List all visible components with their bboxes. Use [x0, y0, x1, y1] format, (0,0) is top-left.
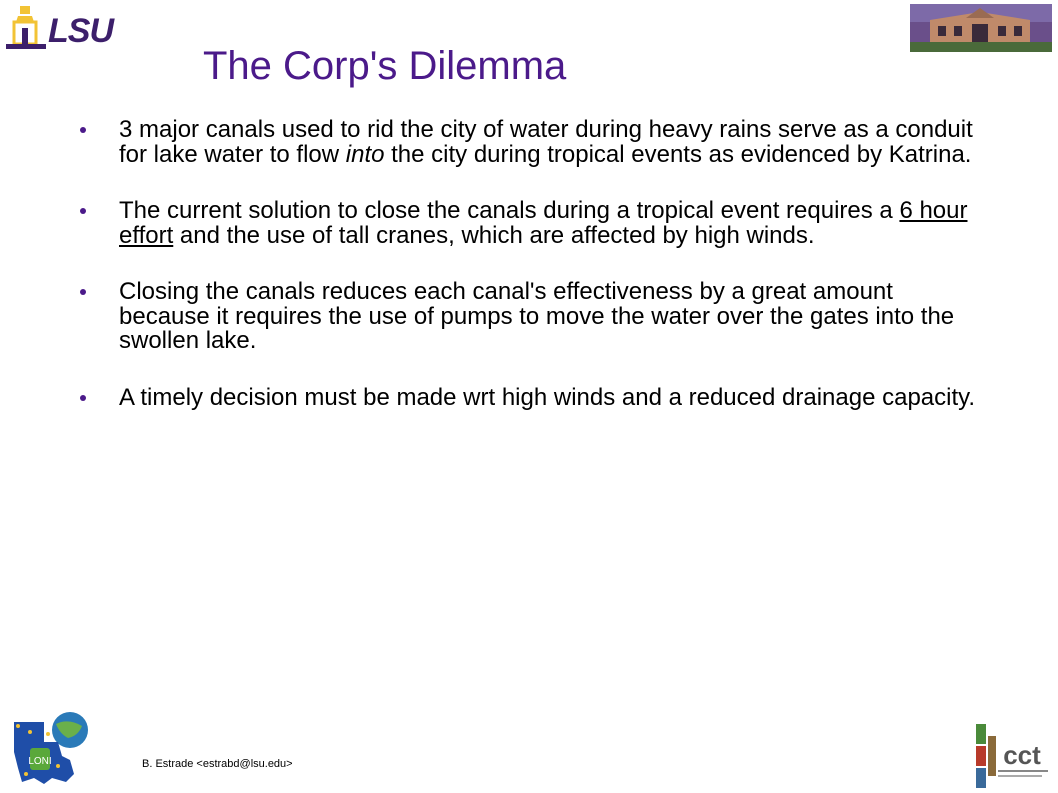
svg-text:LONI: LONI — [28, 756, 52, 767]
bullet-list — [80, 118, 980, 442]
bullet-item — [80, 199, 980, 248]
footer-author: B. Estrade <estrabd@lsu.edu> — [142, 758, 293, 770]
tower-icon — [4, 4, 48, 50]
building-photo — [910, 4, 1052, 52]
bullet-text: 3 major canals used to rid the city of water during heavy rains serve as a conduit for lake water to flow — [119, 116, 973, 168]
lsu-logo — [4, 4, 124, 50]
bullet-dot — [80, 208, 86, 214]
svg-text:cct: cct — [1003, 740, 1041, 770]
bullet-item — [80, 383, 980, 411]
bullet-text: A timely decision must be made wrt high winds and a reduced drainage capacity. — [119, 383, 976, 411]
cct-logo-icon — [974, 722, 1054, 790]
bullet-item — [80, 280, 980, 354]
underlined-text: 6 hour effort — [119, 197, 968, 249]
bullet-dot — [80, 289, 86, 295]
bullet-item — [80, 118, 980, 167]
bullet-dot — [80, 395, 86, 401]
bullet-dot — [80, 127, 86, 133]
bullet-text: Closing the canals reduces each canal's effectiveness by a great amount because it requires the use of pumps to move the water over the gates into the swollen lake. — [119, 278, 955, 354]
bullet-text: the city during tropical events as evidenced by Katrina. — [384, 140, 972, 168]
loni-logo-icon — [8, 708, 90, 790]
bullet-text: and the use of tall cranes, which are affected by high winds. — [173, 221, 815, 249]
slide-title: The Corp's Dilemma — [203, 44, 567, 88]
bullet-text: The current solution to close the canals during a tropical event requires a — [119, 197, 900, 224]
emphasis-text: into — [345, 140, 385, 168]
lsu-logo-text: LSU — [48, 12, 113, 50]
